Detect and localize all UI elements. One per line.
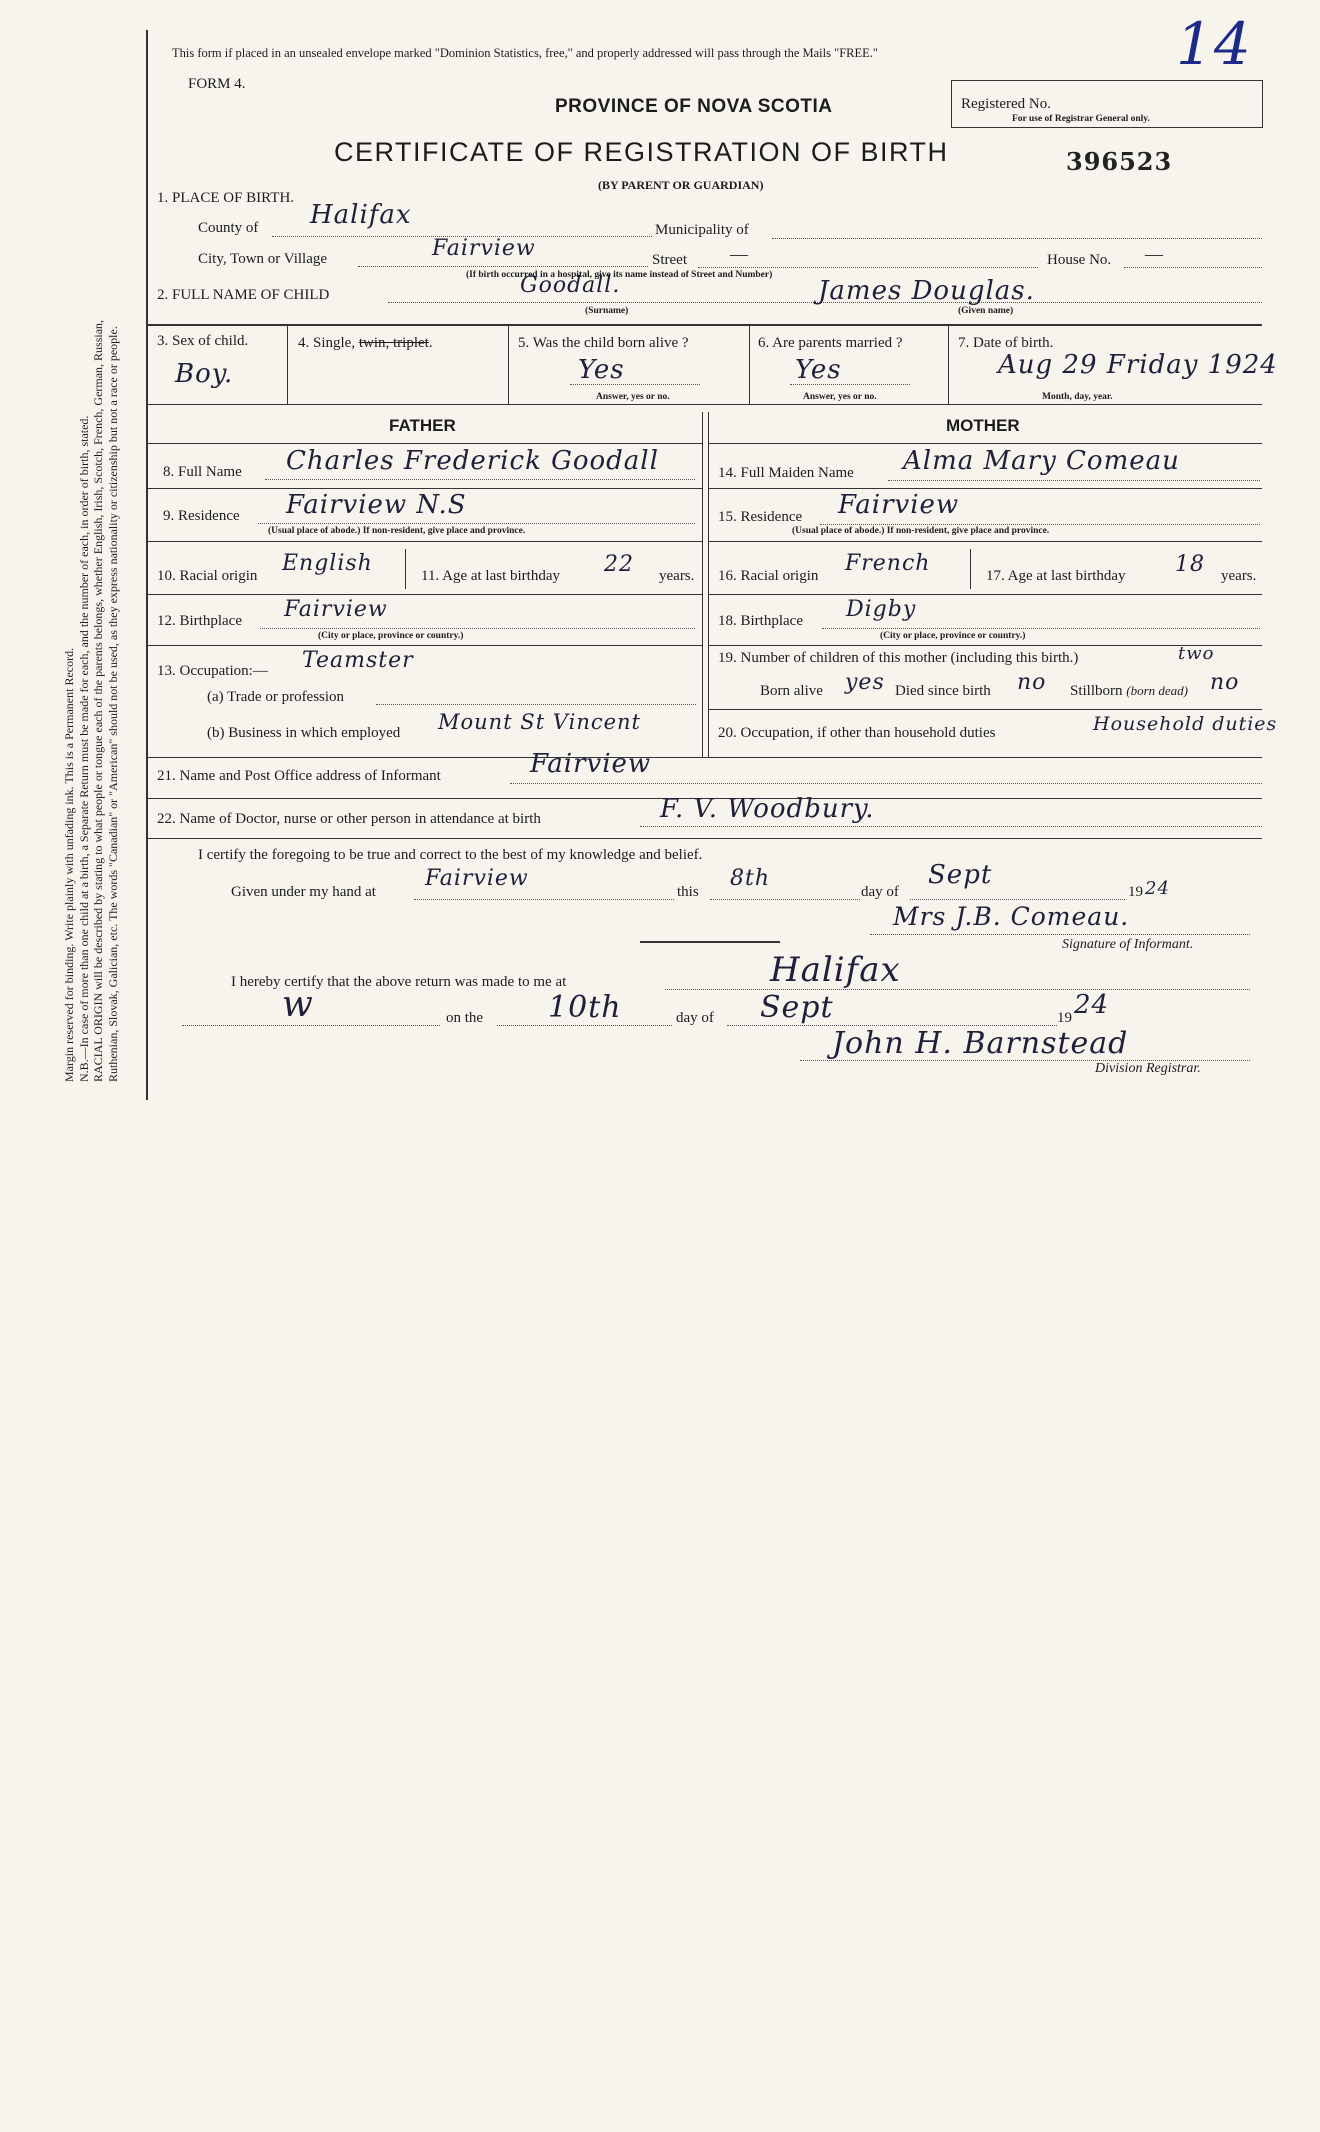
mother-age-label: 17. Age at last birthday xyxy=(986,568,1126,584)
hospital-note: (If birth occurred in a hospital, give its name instead of Street and Number) xyxy=(466,270,773,280)
mother-heading: MOTHER xyxy=(946,416,1020,435)
business-label: (b) Business in which employed xyxy=(207,725,401,741)
street-label: Street xyxy=(652,252,687,268)
stillborn-label: Stillborn (born dead) xyxy=(1070,683,1189,699)
father-birthplace: Fairview xyxy=(284,597,388,622)
this-label: this xyxy=(677,884,699,900)
registrar-day-of-label: day of xyxy=(676,1010,714,1026)
married-label: 6. Are parents married ? xyxy=(758,335,903,351)
child-given-name: James Douglas. xyxy=(818,276,1035,306)
given-year-prefix: 19 xyxy=(1128,884,1143,900)
form-number: FORM 4. xyxy=(188,76,246,92)
registrar-month: Sept xyxy=(760,990,834,1025)
registrar-place: Halifax xyxy=(770,950,901,990)
alive-caption: Answer, yes or no. xyxy=(596,392,670,402)
father-name-label: 8. Full Name xyxy=(163,464,242,480)
mother-birthplace: Digby xyxy=(846,597,917,622)
born-alive-value: Yes xyxy=(578,355,625,385)
children-count-label: 19. Number of children of this mother (including this birth.) xyxy=(718,650,1079,666)
registrar-signature: John H. Barnstead xyxy=(832,1026,1129,1061)
city-label: City, Town or Village xyxy=(198,251,328,267)
stillborn-value: no xyxy=(1210,670,1240,695)
on-the-label: on the xyxy=(446,1010,484,1026)
street-value: — xyxy=(730,244,748,264)
mother-residence-label: 15. Residence xyxy=(718,509,803,525)
mother-name: Alma Mary Comeau xyxy=(903,446,1180,476)
city-value: Fairview xyxy=(432,236,536,261)
died-value: no xyxy=(1017,670,1047,695)
sex-value: Boy. xyxy=(175,359,234,389)
single-label: 4. Single, twin, triplet. xyxy=(298,335,433,351)
registered-number: 396523 xyxy=(1066,147,1173,176)
child-surname: Goodall. xyxy=(520,273,621,298)
registrar-day: 10th xyxy=(548,990,622,1025)
doctor-label: 22. Name of Doctor, nurse or other person in attendance at birth xyxy=(157,811,541,827)
page-title: CERTIFICATE OF REGISTRATION OF BIRTH xyxy=(334,137,949,167)
county-label: County of xyxy=(198,220,259,236)
mother-racial-label: 16. Racial origin xyxy=(718,568,819,584)
registrar-statement: I hereby certify that the above return was made to me at xyxy=(231,974,567,990)
registrar-use-note: For use of Registrar General only. xyxy=(1012,114,1150,124)
margin-notes xyxy=(62,319,132,2132)
father-racial-label: 10. Racial origin xyxy=(157,568,258,584)
registrar-caption: Division Registrar. xyxy=(1095,1061,1201,1076)
row-top-divider xyxy=(148,324,1262,326)
surname-caption: (Surname) xyxy=(585,306,629,316)
registrar-mark: w xyxy=(282,984,314,1025)
born-alive-count: yes xyxy=(845,670,885,695)
father-residence-label: 9. Residence xyxy=(163,508,240,524)
father-residence-caption: (Usual place of abode.) If non-resident, give place and province. xyxy=(268,526,526,536)
province: PROVINCE OF NOVA SCOTIA xyxy=(555,96,833,117)
given-caption: (Given name) xyxy=(958,306,1014,316)
mother-name-label: 14. Full Maiden Name xyxy=(718,465,854,481)
father-years: years. xyxy=(659,568,695,584)
county-value: Halifax xyxy=(310,200,412,230)
mother-residence-caption: (Usual place of abode.) If non-resident, give place and province. xyxy=(792,526,1050,536)
father-business: Mount St Vincent xyxy=(438,710,642,734)
informant-label: 21. Name and Post Office address of Informant xyxy=(157,768,441,784)
row-bottom-divider xyxy=(148,404,1262,405)
certify-statement: I certify the foregoing to be true and correct to the best of my knowledge and belief. xyxy=(198,847,703,863)
mother-occupation: Household duties xyxy=(1093,713,1278,735)
born-alive-label: 5. Was the child born alive ? xyxy=(518,335,689,351)
given-day-of-label: day of xyxy=(861,884,899,900)
date-of-birth-value: Aug 29 Friday 1924 xyxy=(998,350,1278,380)
mother-occupation-label: 20. Occupation, if other than household duties xyxy=(718,725,996,741)
father-birthplace-label: 12. Birthplace xyxy=(157,613,242,629)
registrar-year: 24 xyxy=(1074,990,1110,1020)
given-month: Sept xyxy=(928,860,993,890)
margin-note-3: RACIAL ORIGIN will be described by stating to what people or tongue each of the parents belongs, whether English, Irish, Scotch, French, German, Russian, xyxy=(91,319,105,1082)
born-alive-count-label: Born alive xyxy=(760,683,823,699)
given-under-label: Given under my hand at xyxy=(231,884,376,900)
father-residence: Fairview N.S xyxy=(286,490,467,520)
mother-years: years. xyxy=(1221,568,1257,584)
mother-age: 18 xyxy=(1175,552,1205,577)
informant-signature: Mrs J.B. Comeau. xyxy=(893,902,1130,931)
left-border xyxy=(146,30,148,1100)
sex-label: 3. Sex of child. xyxy=(157,333,249,349)
died-label: Died since birth xyxy=(895,683,991,699)
subtitle: (BY PARENT OR GUARDIAN) xyxy=(598,178,764,192)
married-value: Yes xyxy=(795,355,842,385)
signature-caption: Signature of Informant. xyxy=(1062,937,1194,952)
margin-note-2: N.B.—In case of more than one child at a birth, a Separate Return must be made for each, and the number of each, in order of birth, stated. xyxy=(76,415,91,1082)
children-count: two xyxy=(1178,643,1215,664)
municipality-label: Municipality of xyxy=(655,222,749,238)
married-caption: Answer, yes or no. xyxy=(803,392,877,402)
margin-note-1: Margin reserved for binding. Write plainly with unfading ink. This is a Permanent Record. xyxy=(62,647,76,1082)
doctor-name: F. V. Woodbury. xyxy=(660,794,875,824)
father-racial: English xyxy=(282,551,373,576)
mother-racial: French xyxy=(845,551,931,576)
mother-residence: Fairview xyxy=(838,490,960,520)
registrar-year-prefix: 19 xyxy=(1057,1010,1072,1026)
given-place: Fairview xyxy=(425,866,529,891)
house-value: — xyxy=(1145,244,1163,264)
margin-note-4: Ruthenian, Slovak, Galician, etc. The words "Canadian" or "American" should not be used, as they express nationality or citizenship but not a race or people. xyxy=(105,326,120,1082)
father-heading: FATHER xyxy=(389,416,456,435)
informant-address: Fairview xyxy=(530,749,652,779)
father-age: 22 xyxy=(604,552,634,577)
registered-box xyxy=(951,80,1263,128)
place-of-birth-label: 1. PLACE OF BIRTH. xyxy=(157,190,295,206)
mail-note: This form if placed in an unsealed envelope marked "Dominion Statistics, free," and properly addressed will pass through the Mails "FREE." xyxy=(172,46,879,60)
father-occupation-label: 13. Occupation:— xyxy=(157,663,268,679)
father-age-label: 11. Age at last birthday xyxy=(421,568,560,584)
mother-birthplace-label: 18. Birthplace xyxy=(718,613,803,629)
given-day: 8th xyxy=(730,866,771,891)
father-occupation: Teamster xyxy=(302,648,414,673)
father-name: Charles Frederick Goodall xyxy=(286,446,659,476)
house-label: House No. xyxy=(1047,252,1112,268)
registered-label: Registered No. xyxy=(961,96,1051,112)
trade-label: (a) Trade or profession xyxy=(207,689,345,705)
child-name-label: 2. FULL NAME OF CHILD xyxy=(157,287,330,303)
date-of-birth-label: 7. Date of birth. xyxy=(958,335,1054,351)
father-birthplace-caption: (City or place, province or country.) xyxy=(318,631,464,641)
mother-birthplace-caption: (City or place, province or country.) xyxy=(880,631,1026,641)
date-caption: Month, day, year. xyxy=(1042,392,1113,402)
given-year: 24 xyxy=(1145,878,1170,899)
corner-mark: 14 xyxy=(1176,10,1252,78)
